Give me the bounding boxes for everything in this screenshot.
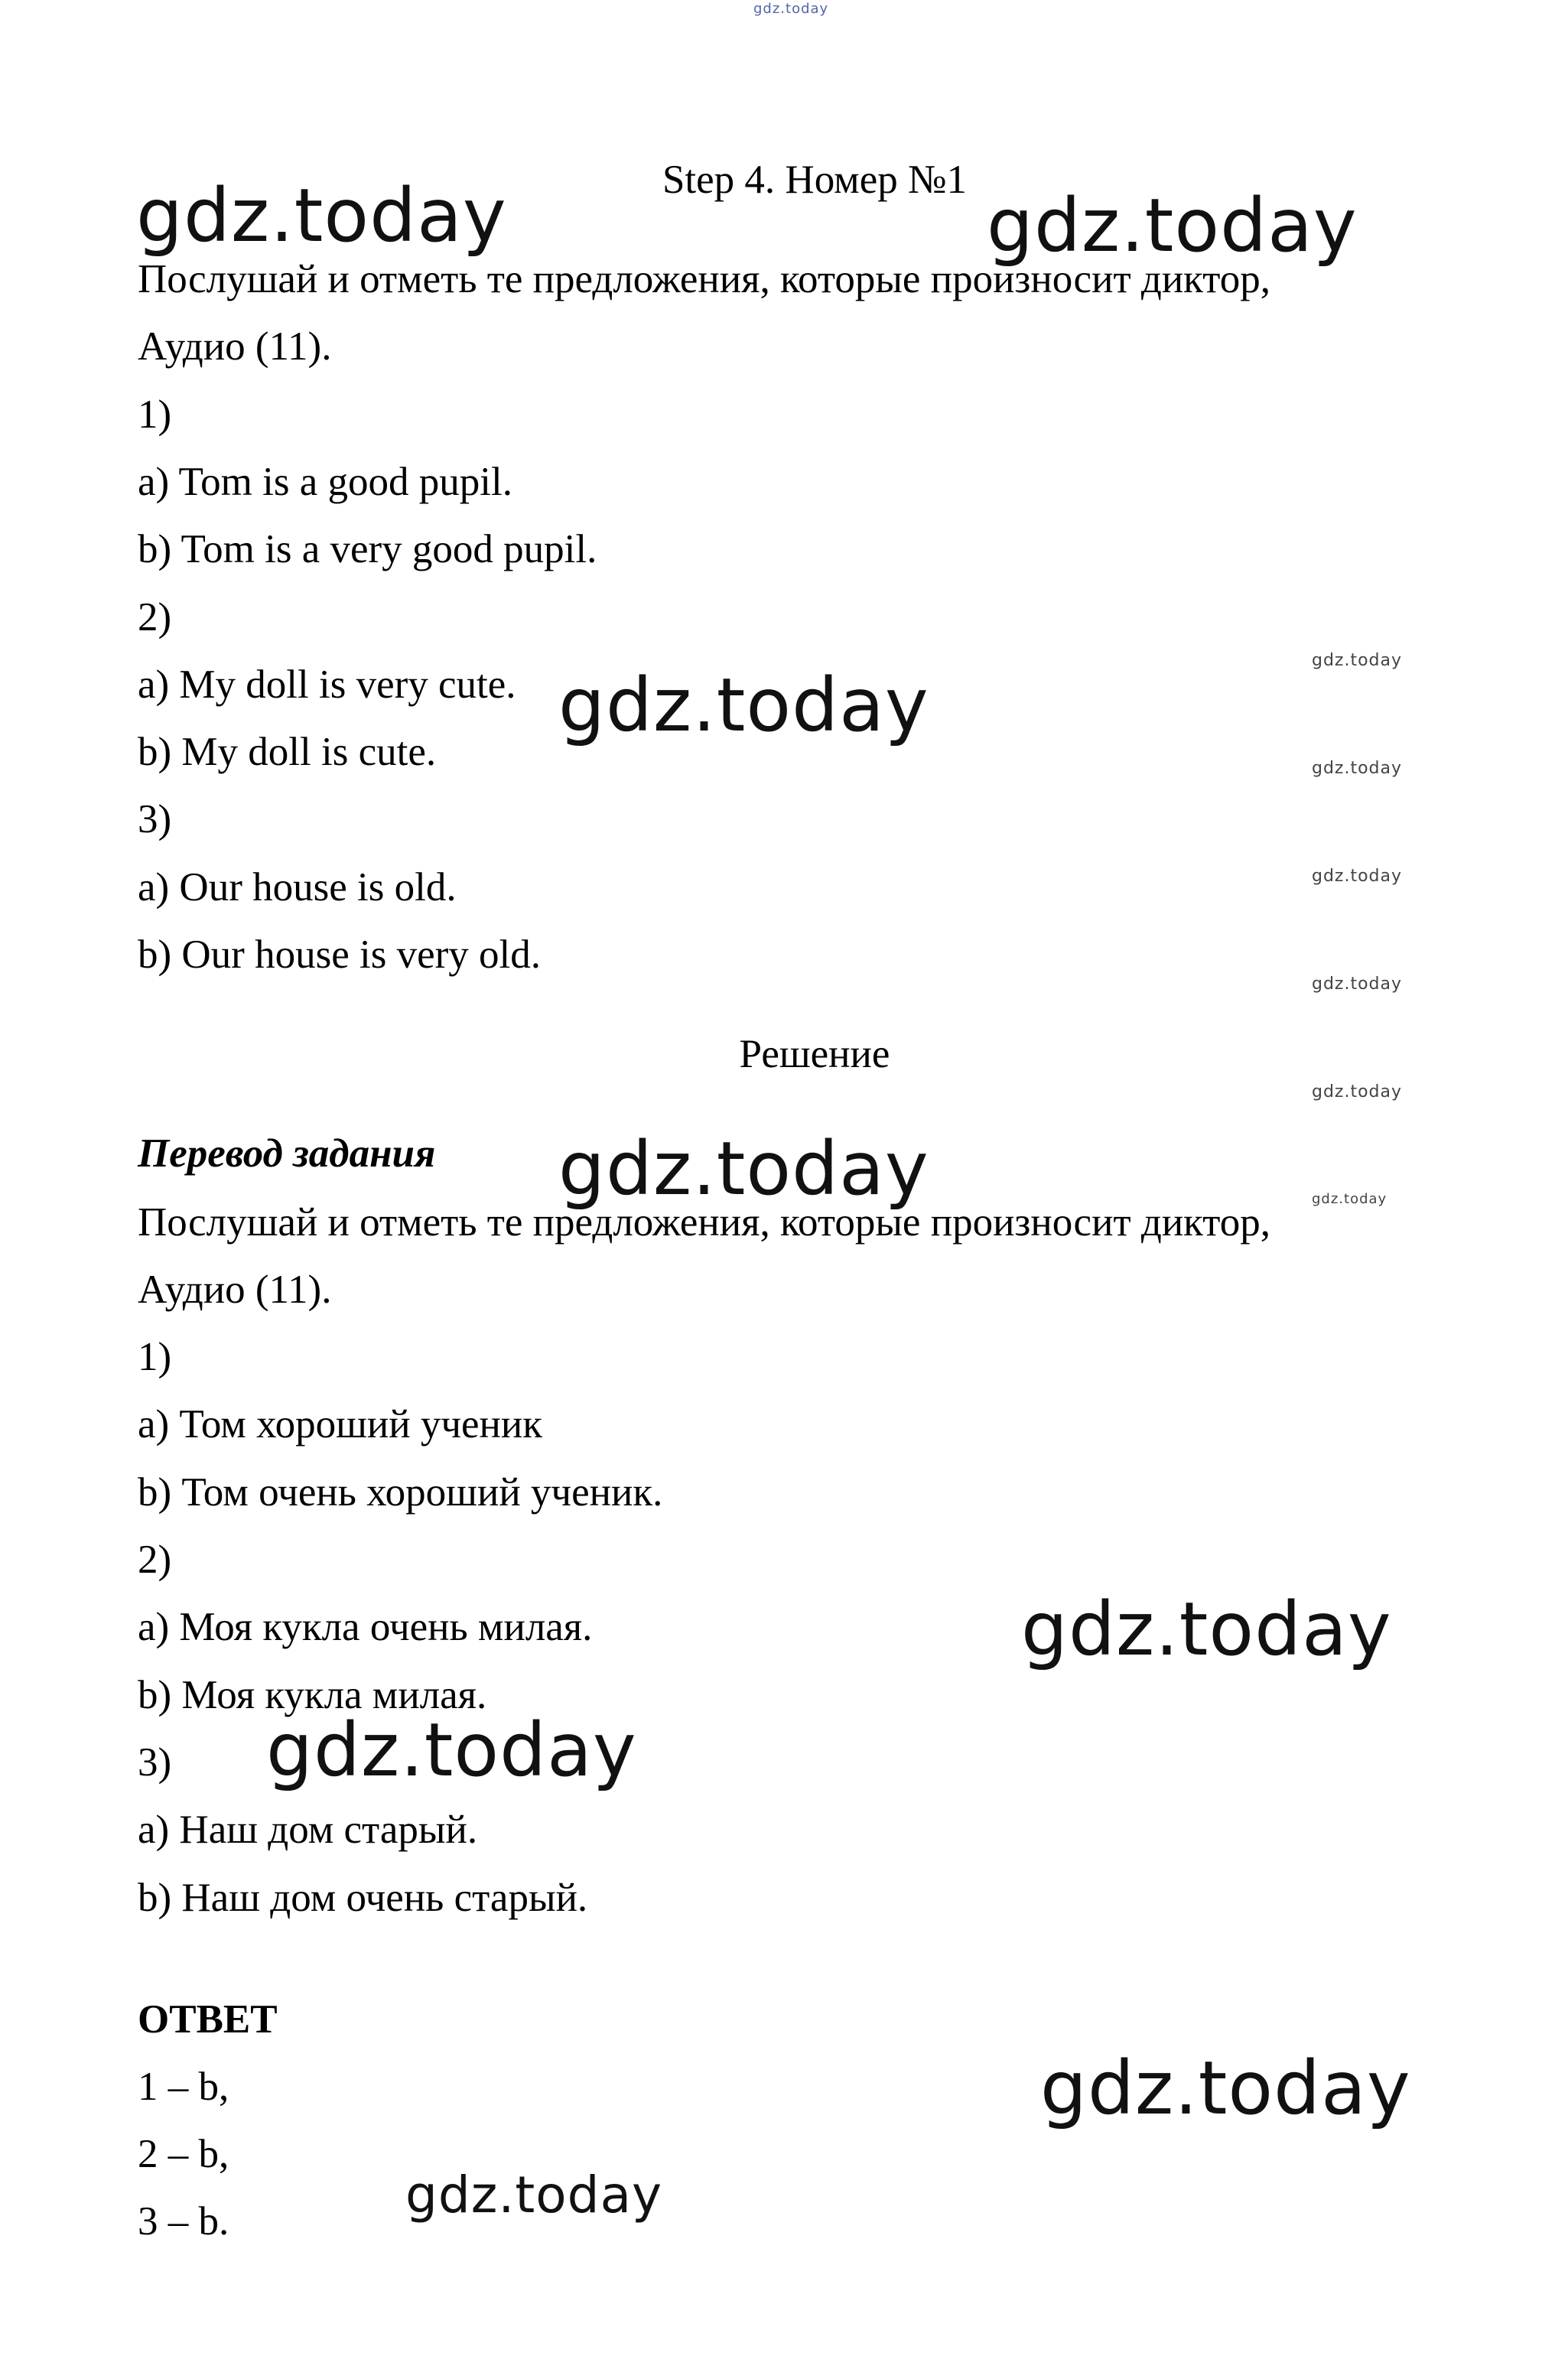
answer-line-2: 2 – b, [138,2132,229,2176]
task-item-3-option-b: b) Our house is very old. [138,932,541,977]
task-item-1-number: 1) [138,392,172,437]
task-item-2-option-b: b) My doll is cute. [138,730,437,774]
page-title: Step 4. Номер №1 [662,158,968,202]
task-instruction-line1: Послушай и отметь те предложения, которые произносит диктор, [138,257,1270,301]
translation-item-2-option-b: b) Моя кукла милая. [138,1673,487,1717]
task-item-1-option-b: b) Tom is a very good pupil. [138,527,597,571]
answer-line-3: 3 – b. [138,2199,229,2244]
watermark-7: gdz.today [1040,2045,1411,2131]
translation-item-1-number: 1) [138,1335,172,1379]
watermark-small-4: gdz.today [1312,975,1403,994]
translation-heading: Перевод задания [138,1131,436,1176]
translation-item-1-option-a: a) Том хороший ученик [138,1402,543,1446]
watermark-6: gdz.today [266,1707,637,1793]
translation-item-3-option-b: b) Наш дом очень старый. [138,1876,588,1920]
translation-instruction-line1: Послушай и отметь те предложения, которые произносит диктор, [138,1200,1270,1245]
watermark-small-5: gdz.today [1312,1082,1403,1102]
watermark-5: gdz.today [1021,1586,1392,1672]
answer-heading: ОТВЕТ [138,1997,278,2042]
translation-instruction-line2: Аудио (11). [138,1267,332,1312]
task-item-3-number: 3) [138,797,172,841]
watermark-1: gdz.today [136,173,507,259]
translation-item-1-option-b: b) Том очень хороший ученик. [138,1470,663,1515]
watermark-top: gdz.today [753,1,829,17]
watermark-4: gdz.today [558,1126,929,1212]
task-item-3-option-a: a) Our house is old. [138,865,457,910]
watermark-small-3: gdz.today [1312,867,1403,886]
watermark-small-6: gdz.today [1312,1191,1387,1207]
task-item-2-option-a: a) My doll is very cute. [138,662,516,707]
task-item-1-option-a: a) Tom is a good pupil. [138,460,512,504]
translation-item-3-option-a: a) Наш дом старый. [138,1808,478,1852]
translation-item-3-number: 3) [138,1740,172,1785]
translation-item-2-number: 2) [138,1538,172,1582]
translation-item-2-option-a: a) Моя кукла очень милая. [138,1605,593,1649]
answer-line-1: 1 – b, [138,2065,229,2109]
watermark-small-1: gdz.today [1312,651,1403,670]
solution-heading: Решение [739,1032,890,1076]
watermark-2: gdz.today [987,183,1358,268]
watermark-3: gdz.today [558,662,929,748]
task-instruction-line2: Аудио (11). [138,324,332,369]
watermark-small-2: gdz.today [1312,759,1403,778]
watermark-8: gdz.today [405,2166,663,2224]
task-item-2-number: 2) [138,595,172,639]
